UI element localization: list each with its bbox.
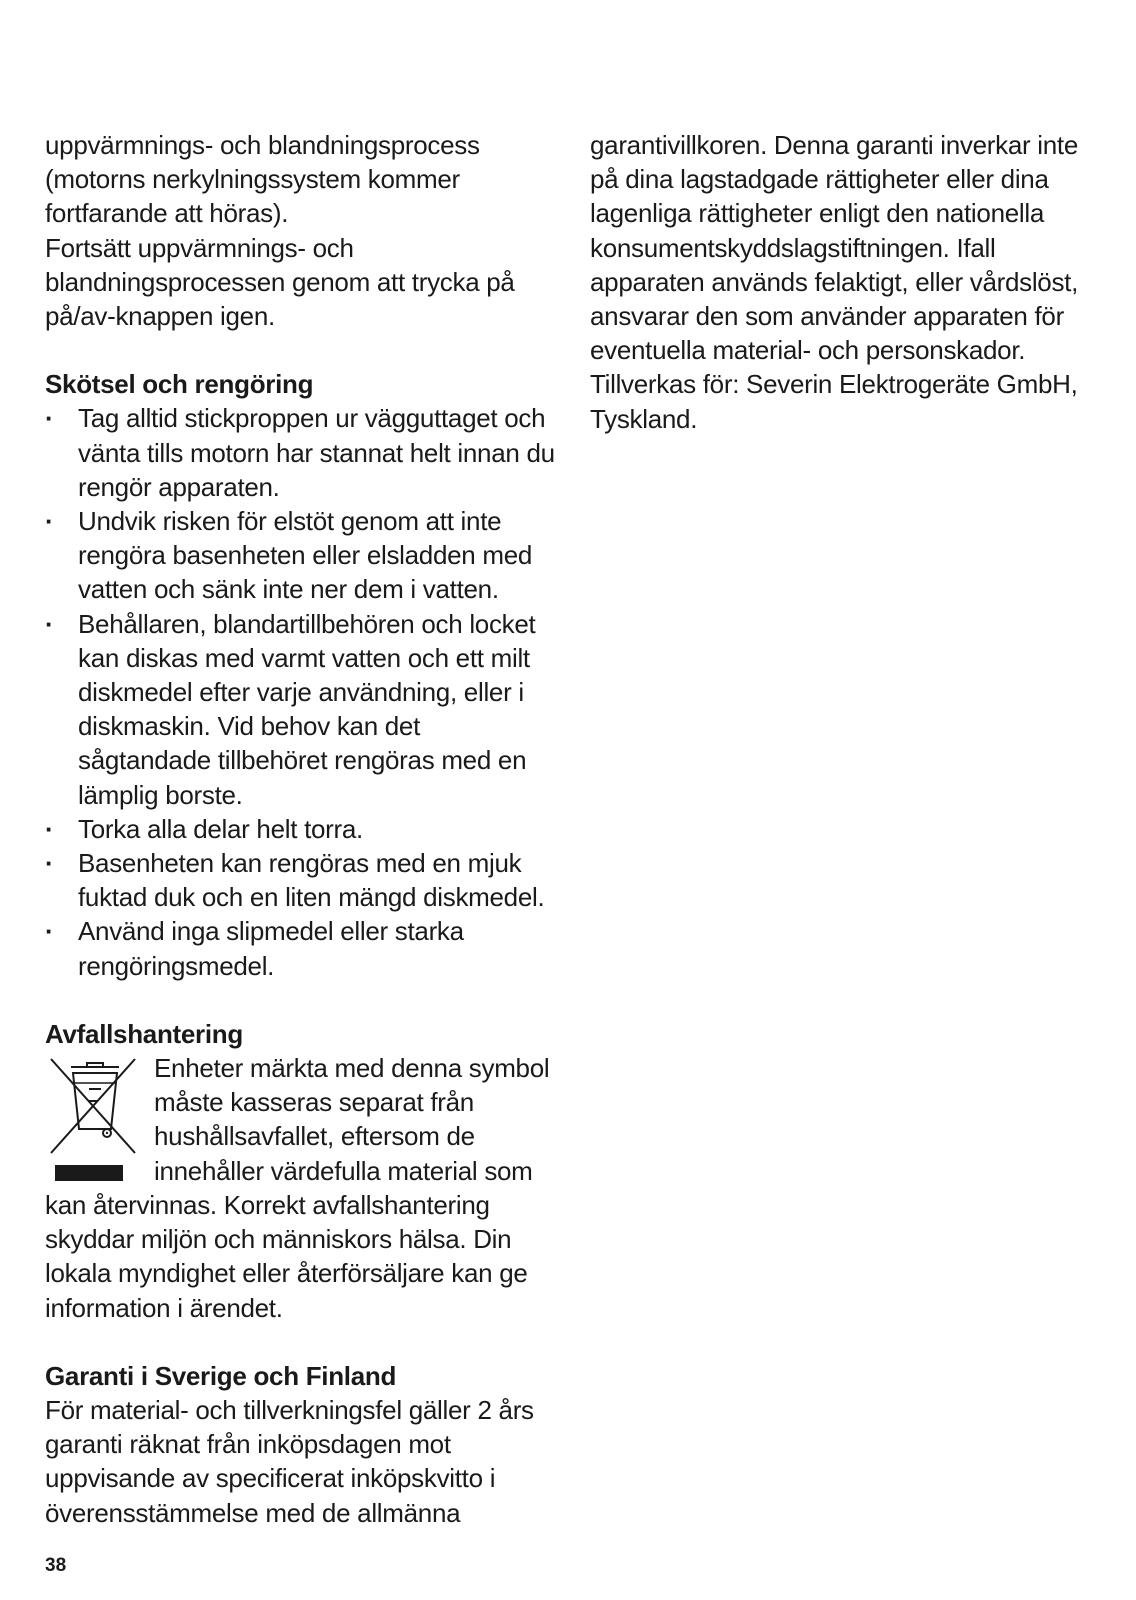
list-item: · Torka alla delar helt torra. — [45, 812, 555, 846]
page-number: 38 — [45, 1555, 67, 1576]
crossed-out-wheelie-bin-icon — [45, 1053, 145, 1183]
disposal-block — [45, 1051, 555, 1325]
warranty-text: För material- och tillverkningsfel gäller 2 års garanti räknat från inköpsdagen mot uppvisande av specificerat inköpskvitto i överensstämmelse med de allmänna — [45, 1394, 534, 1528]
intro-paragraph-1: uppvärmnings- och blandningsprocess (motorns nerkylningssystem kommer fortfarande att höras). — [45, 130, 480, 229]
disposal-heading: Avfallshantering — [45, 1018, 243, 1049]
warranty-heading: Garanti i Sverige och Finland — [45, 1360, 397, 1391]
list-item: · Undvik risken för elstöt genom att inte rengöra basenheten eller elsladden med vatten och sänk inte ner dem i vatten. — [45, 504, 555, 607]
care-heading: Skötsel och rengöring — [45, 369, 314, 400]
list-item: · Behållaren, blandartillbehören och locket kan diskas med varmt vatten och ett milt diskmedel efter varje användning, eller i diskmaskin. Vid behov kan det sågtandade tillbehöret rengöras med en lämplig borste. — [45, 607, 555, 812]
list-item: · Använd inga slipmedel eller starka rengöringsmedel. — [45, 914, 555, 982]
warranty-section — [45, 1359, 555, 1530]
disposal-section — [45, 1017, 555, 1325]
disposal-text: Enheter märkta med denna symbol måste kasseras separat från hushållsavfallet, eftersom de innehåller värdefulla material som kan återvinnas. Korrekt avfallshantering skyddar miljön och människors hälsa. Din lokala myndighet eller återförsäljare kan ge information i ärendet. — [45, 1053, 550, 1323]
spacer — [45, 1325, 555, 1359]
list-item: · Basenheten kan rengöras med en mjuk fuktad duk och en liten mängd diskmedel. — [45, 846, 555, 914]
intro-paragraph-2: Fortsätt uppvärmnings- och blandningsprocessen genom att trycka på på/av-knappen igen. — [45, 232, 515, 332]
left-column — [45, 128, 555, 1530]
right-column — [590, 128, 1100, 436]
list-item: · Tag alltid stickproppen ur vägguttaget och vänta tills motorn har stannat helt innan du rengör apparaten. — [45, 401, 555, 504]
spacer — [45, 333, 555, 367]
spacer — [45, 983, 555, 1017]
warranty-continued-text: garantivillkoren. Denna garanti inverkar inte på dina lagstadgade rättigheter eller dina lagenliga rättigheter enligt den nationella konsumentskyddslagstiftningen. Ifall apparaten används felaktigt, eller vårdslöst, ansvarar den som använder apparaten för eventuella material- och personskador. — [590, 130, 1079, 366]
manufacturer-text: Tillverkas för: Severin Elektrogeräte GmbH, Tyskland. — [590, 369, 1078, 434]
care-section — [45, 367, 555, 983]
care-list — [45, 401, 555, 982]
